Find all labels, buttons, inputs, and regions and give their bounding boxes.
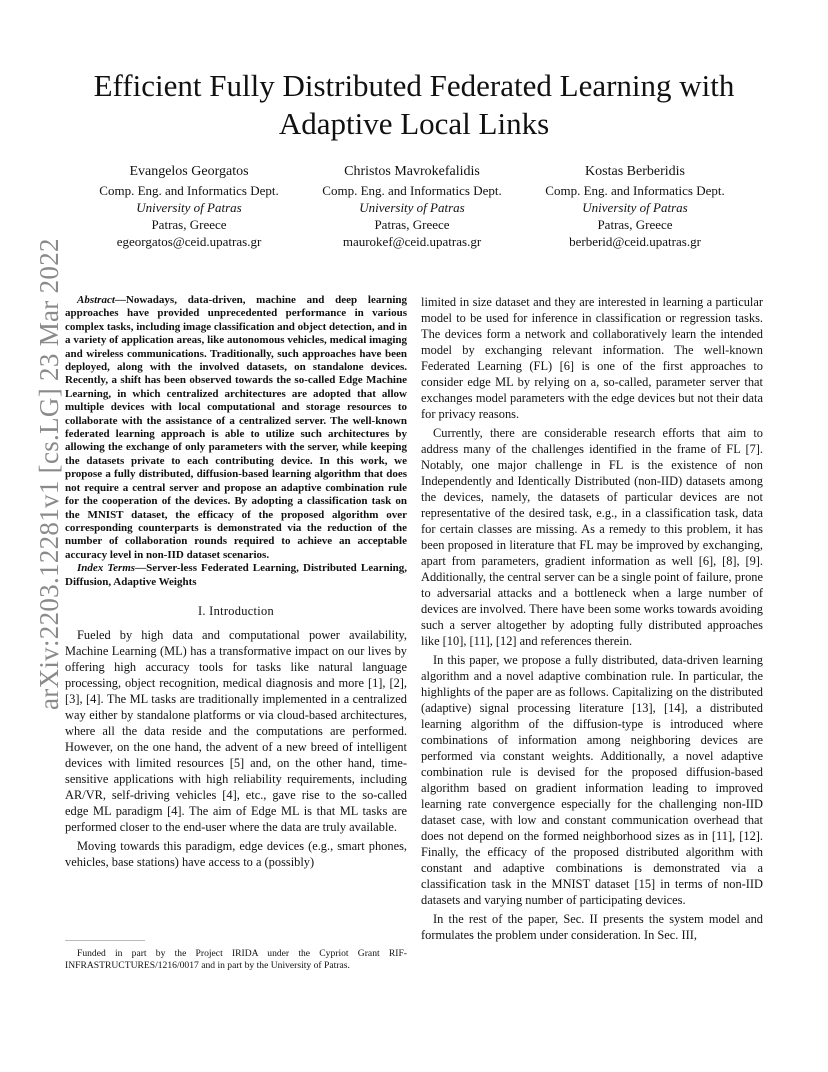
intro-paragraph-4: Currently, there are considerable research efforts that aim to address many of the challenges identified in the frame of FL [7]. Notably, one major challenge in FL is the existence of non Independently and Identically Distributed (non-IID) datasets among the devices, namely, the datasets of particular devices are not representative of the desired task, e.g., in a classification task, data for certain classes are missing. As a remedy to this problem, it has been proposed in literature that FL may be improved by exchanging, apart from parameters, gradient information as well [6], [8], [9]. Additionally, the central server can be a single point of failure, prone to adversarial attacks and a bottleneck when a large number of devices are involved. There have been some works towards avoiding such a server altogether by adopting fully distributed approaches like [10], [11], [12] and references therein. (421, 426, 763, 648)
arxiv-identifier: arXiv:2203.12281v1 [cs.LG] 23 Mar 2022 (34, 238, 64, 710)
author-email: berberid@ceid.upatras.gr (569, 234, 701, 249)
author-email: maurokef@ceid.upatras.gr (342, 234, 482, 249)
intro-paragraph-6: In the rest of the paper, Sec. II presents the system model and formulates the problem under consideration. In Sec. III, (421, 912, 763, 942)
intro-paragraph-1: Fueled by high data and computational power availability, Machine Learning (ML) has a transformative impact on our lives by offering high accuracy tools for tasks like natural language processing, object recognition, medical diagnosis and more [1], [2], [3], [4]. The ML tasks are traditionally implemented in a centralized way either by standalone platforms or via cloud-based architectures, where all the data reside and the computations are performed. However, on the one hand, the advent of a new breed of intelligent devices with limited resources [5] and, on the other hand, time-sensitive applications with high reliability requirements, including AR/VR, self-driving vehicles [4], etc., gave rise to the so-called edge ML paradigm [4]. The aim of Edge ML is that ML tasks are performed closer to the end-user where the data are truly available. (65, 627, 407, 834)
index-terms-label: Index Terms (77, 562, 136, 575)
author-1 (74, 163, 304, 250)
intro-paragraph-3: limited in size dataset and they are interested in learning a particular model to be used for inference in classification or regression tasks. The devices form a network and collaboratively learn the intended model by exchanging relevant information. The well-known Federated Learning (FL) [6] is one of the first approaches to consider edge ML by relying on a, so-called, parameter server that exchanges model parameters with the edge devices but not their data for privacy reasons. (421, 295, 763, 421)
abstract-text: —Nowadays, data-driven, machine and deep learning approaches have provided unprecedented performance in various complex tasks, including image classification and object detection, and in a variety of application areas, like autonomous vehicles, medical imaging and wireless communications. Traditionally, such approaches have been deployed, along with the involved datasets, on standalone devices. Recently, a shift has been observed towards the so-called Edge Machine Learning, in which centralized architectures are adopted that allow multiple devices with local computational and storage resources to collaborate with the assistance of a centralized server. The well-known federated learning approach is able to utilize such architectures by allowing the exchange of only parameters with the server, while keeping the datasets private to each contributing device. In this work, we propose a fully distributed, diffusion-based learning algorithm that does not require a central server and propose an adaptive combination rule for the cooperation of the devices. By adopting a classification task on the MNIST dataset, the efficacy of the proposed algorithm over corresponding counterparts is demonstrated via the reduction of the number of collaboration rounds required to achieve an acceptable accuracy level in non-IID dataset scenarios. (65, 294, 407, 561)
author-university: University of Patras (582, 200, 688, 215)
left-column (65, 294, 407, 870)
section-heading: I. Introduction (197, 603, 275, 618)
author-dept: Comp. Eng. and Informatics Dept. (99, 183, 279, 198)
arxiv-stamp (14, 238, 64, 710)
author-dept: Comp. Eng. and Informatics Dept. (545, 183, 725, 198)
author-location: Patras, Greece (374, 217, 450, 232)
abstract-label: Abstract (77, 294, 115, 306)
intro-paragraph-2: Moving towards this paradigm, edge devices (e.g., smart phones, vehicles, base stations) have access to a (possibly) (65, 838, 407, 869)
author-location: Patras, Greece (151, 217, 227, 232)
author-university: University of Patras (136, 200, 242, 215)
index-terms-text: —Server-less Federated Learning, Distributed Learning, Diffusion, Adaptive Weights (65, 562, 407, 588)
intro-paragraph-5: In this paper, we propose a fully distributed, data-driven learning algorithm and a novel adaptive combination rule. In particular, the highlights of the paper are as follows. Capitalizing on the distributed (adaptive) signal processing literature [13], [14], a distributed learning algorithm of the diffusion-type is introduced where combinations of information among neighboring devices are performed via constant weights. Additionally, a novel adaptive combination rule is devised for the proposed diffusion-based algorithm based on gradient information leading to improved learning rate convergence especially for the challenging non-IID dataset case, with low and constant communication overhead that does not depend on the formed neighborhood sizes as in [11], [12]. Finally, the efficacy of the proposed distributed algorithm with constant and adaptive combinations is demonstrated via a classification task in the MNIST dataset [15] in terms of non-IID datasets and varying number of participating devices. (421, 653, 763, 907)
author-location: Patras, Greece (597, 217, 673, 232)
author-2 (297, 163, 527, 250)
abstract (65, 294, 407, 562)
paper-title: Efficient Fully Distributed Federated Learning with Adaptive Local Links (93, 68, 735, 141)
author-3 (520, 163, 750, 250)
author-name: Kostas Berberidis (585, 164, 685, 179)
footnote-rule (65, 940, 145, 941)
right-column (421, 294, 763, 943)
author-name: Christos Mavrokefalidis (344, 164, 480, 179)
footnote: Funded in part by the Project IRIDA under the Cypriot Grant RIF-INFRASTRUCTURES/1216/0017 and in part by the University of Patras. (65, 948, 407, 971)
author-dept: Comp. Eng. and Informatics Dept. (322, 183, 502, 198)
author-email: egeorgatos@ceid.upatras.gr (116, 234, 262, 249)
index-terms (65, 562, 407, 589)
author-name: Evangelos Georgatos (129, 164, 249, 179)
author-university: University of Patras (359, 200, 465, 215)
